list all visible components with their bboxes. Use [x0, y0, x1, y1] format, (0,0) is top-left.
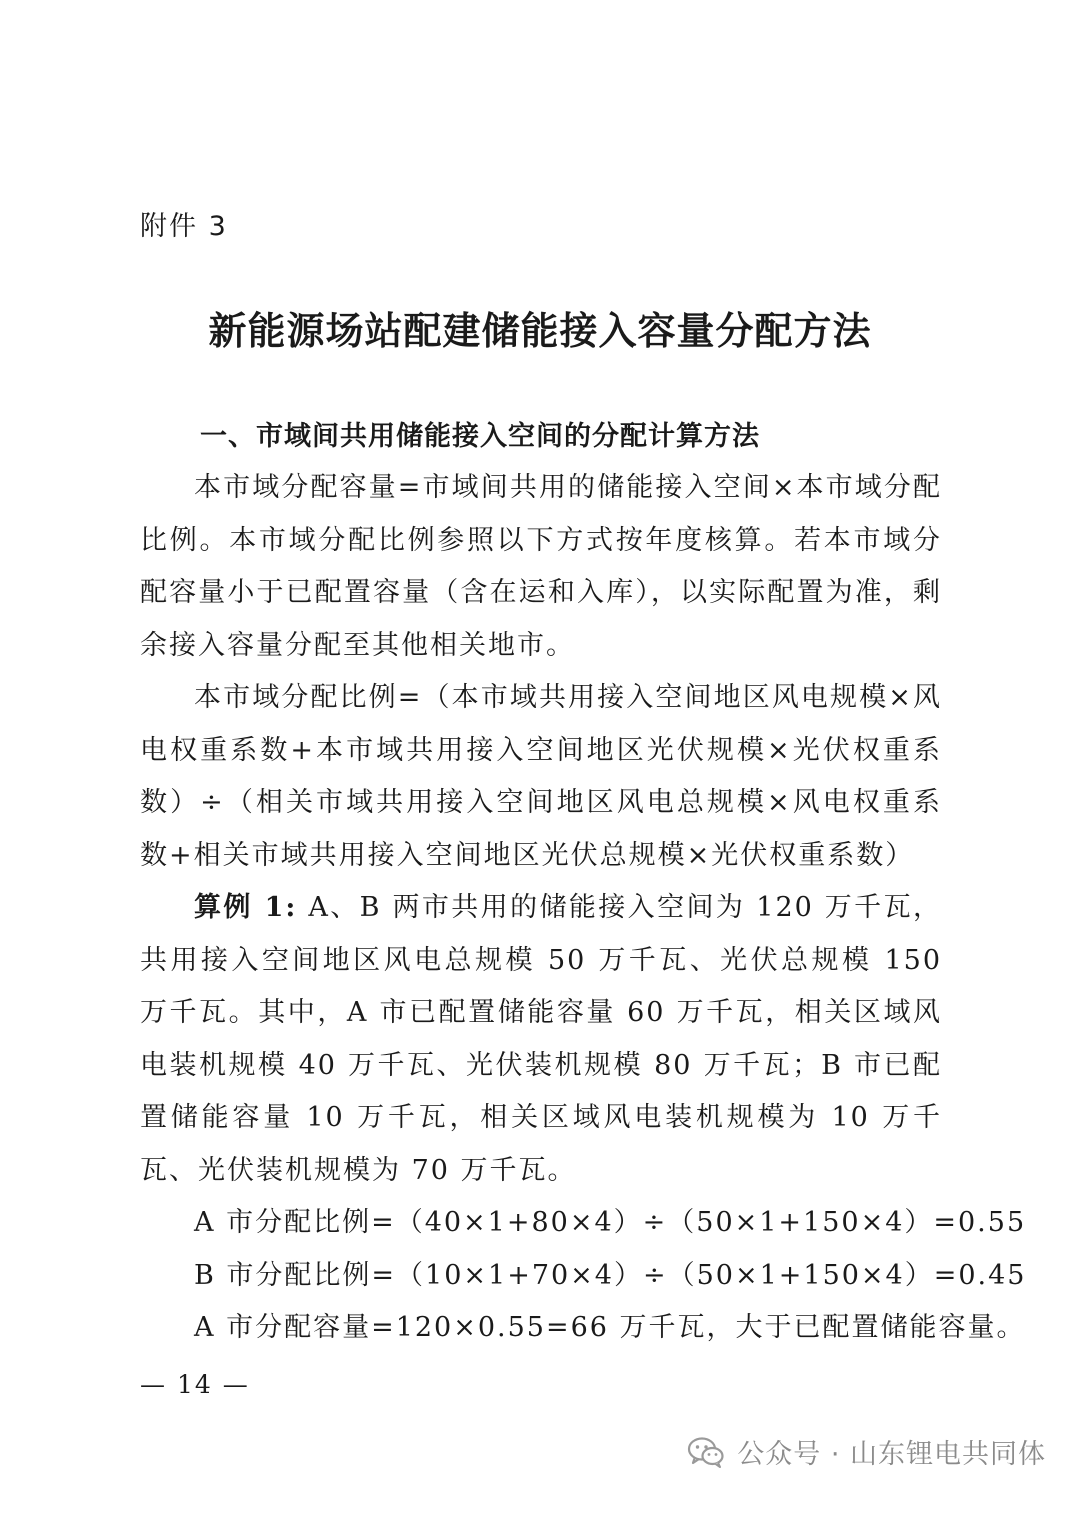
document-title: 新能源场站配建储能接入容量分配方法 [208, 308, 872, 353]
formula-line: A 市分配容量=120×0.55=66 万千瓦，大于已配置储能容量。 [194, 1312, 1026, 1343]
formula-line: A 市分配比例=（40×1+80×4）÷（50×1+150×4）=0.55 [194, 1207, 1027, 1238]
attachment-label: 附件 3 [140, 211, 228, 242]
paragraph: 本市域分配比例=（本市域共用接入空间地区风电规模×风电权重系数+本市域共用接入空间地区光伏规模×光伏权重系数）÷（相关市域共用接入空间地区风电总规模×风电权重系数+相关市域共用接入空间地区光伏总规模×光伏权重系数） [140, 682, 942, 871]
example-text: A、B 两市共用的储能接入空间为 120 万千瓦，共用接入空间地区风电总规模 50 万千瓦、光伏总规模 150 万千瓦。其中，A 市已配置储能容量 60 万千瓦，相关区域风电装机规模 40 万千瓦、光伏装机规模 80 万千瓦；B 市已配置储能容量 10 万千瓦，相关区域风电装机规模为 10 万千瓦、光伏装机规模为 70 万千瓦。 [140, 892, 942, 1186]
example-paragraph [140, 882, 942, 1197]
example-label: 算例 1: [194, 892, 298, 923]
page-number: — 14 — [140, 1370, 250, 1399]
wechat-icon [687, 1436, 725, 1468]
watermark [687, 1432, 1046, 1471]
section-heading: 一、市域间共用储能接入空间的分配计算方法 [200, 421, 760, 452]
watermark-text: 公众号 · 山东锂电共同体 [737, 1439, 1046, 1470]
paragraph: 本市域分配容量=市域间共用的储能接入空间×本市域分配比例。本市域分配比例参照以下方式按年度核算。若本市域分配容量小于已配置容量（含在运和入库），以实际配置为准，剩余接入容量分配至其他相关地市。 [140, 472, 942, 661]
document-body [140, 462, 1027, 1355]
formula-line: B 市分配比例=（10×1+70×4）÷（50×1+150×4）=0.45 [194, 1259, 1027, 1291]
